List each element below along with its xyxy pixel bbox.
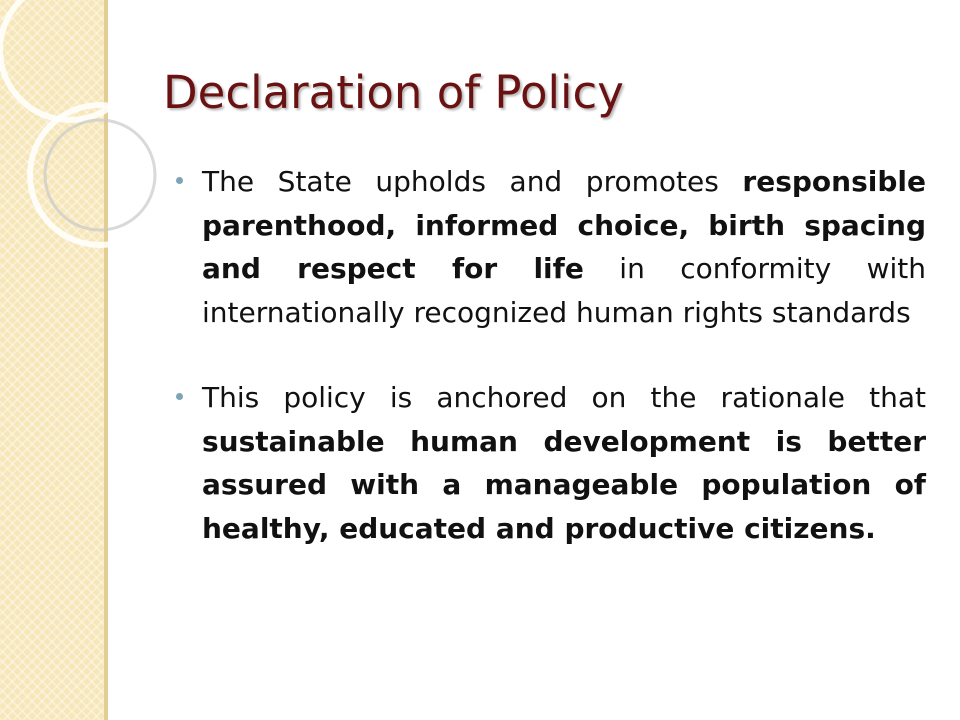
bullet-list — [176, 160, 926, 592]
bullet-dot-icon — [176, 177, 183, 184]
bullet-segment: This policy is anchored on the rationale that — [202, 381, 926, 414]
bullet-item — [176, 376, 926, 550]
bullet-segment-bold: responsible parenthood, informed choice, birth spacing and respect for life — [202, 165, 926, 285]
bullet-text — [202, 376, 926, 550]
bullet-item — [176, 160, 926, 334]
bullet-segment: in conformity with internationally recognized human rights standards — [202, 252, 926, 329]
bullet-dot-icon — [176, 393, 183, 400]
slide-title: Declaration of Policy — [163, 66, 624, 119]
deco-circle-inner — [45, 120, 155, 230]
bullet-text — [202, 160, 926, 334]
deco-circle-lower — [30, 105, 170, 245]
concentric-circles-decoration — [0, 0, 200, 260]
deco-circle-outer — [0, 0, 140, 120]
bullet-segment: The State upholds and promotes — [202, 165, 743, 198]
bullet-segment-bold: sustainable human development is better assured with a manageable population of healthy, educated and productive citizens. — [202, 424, 926, 545]
